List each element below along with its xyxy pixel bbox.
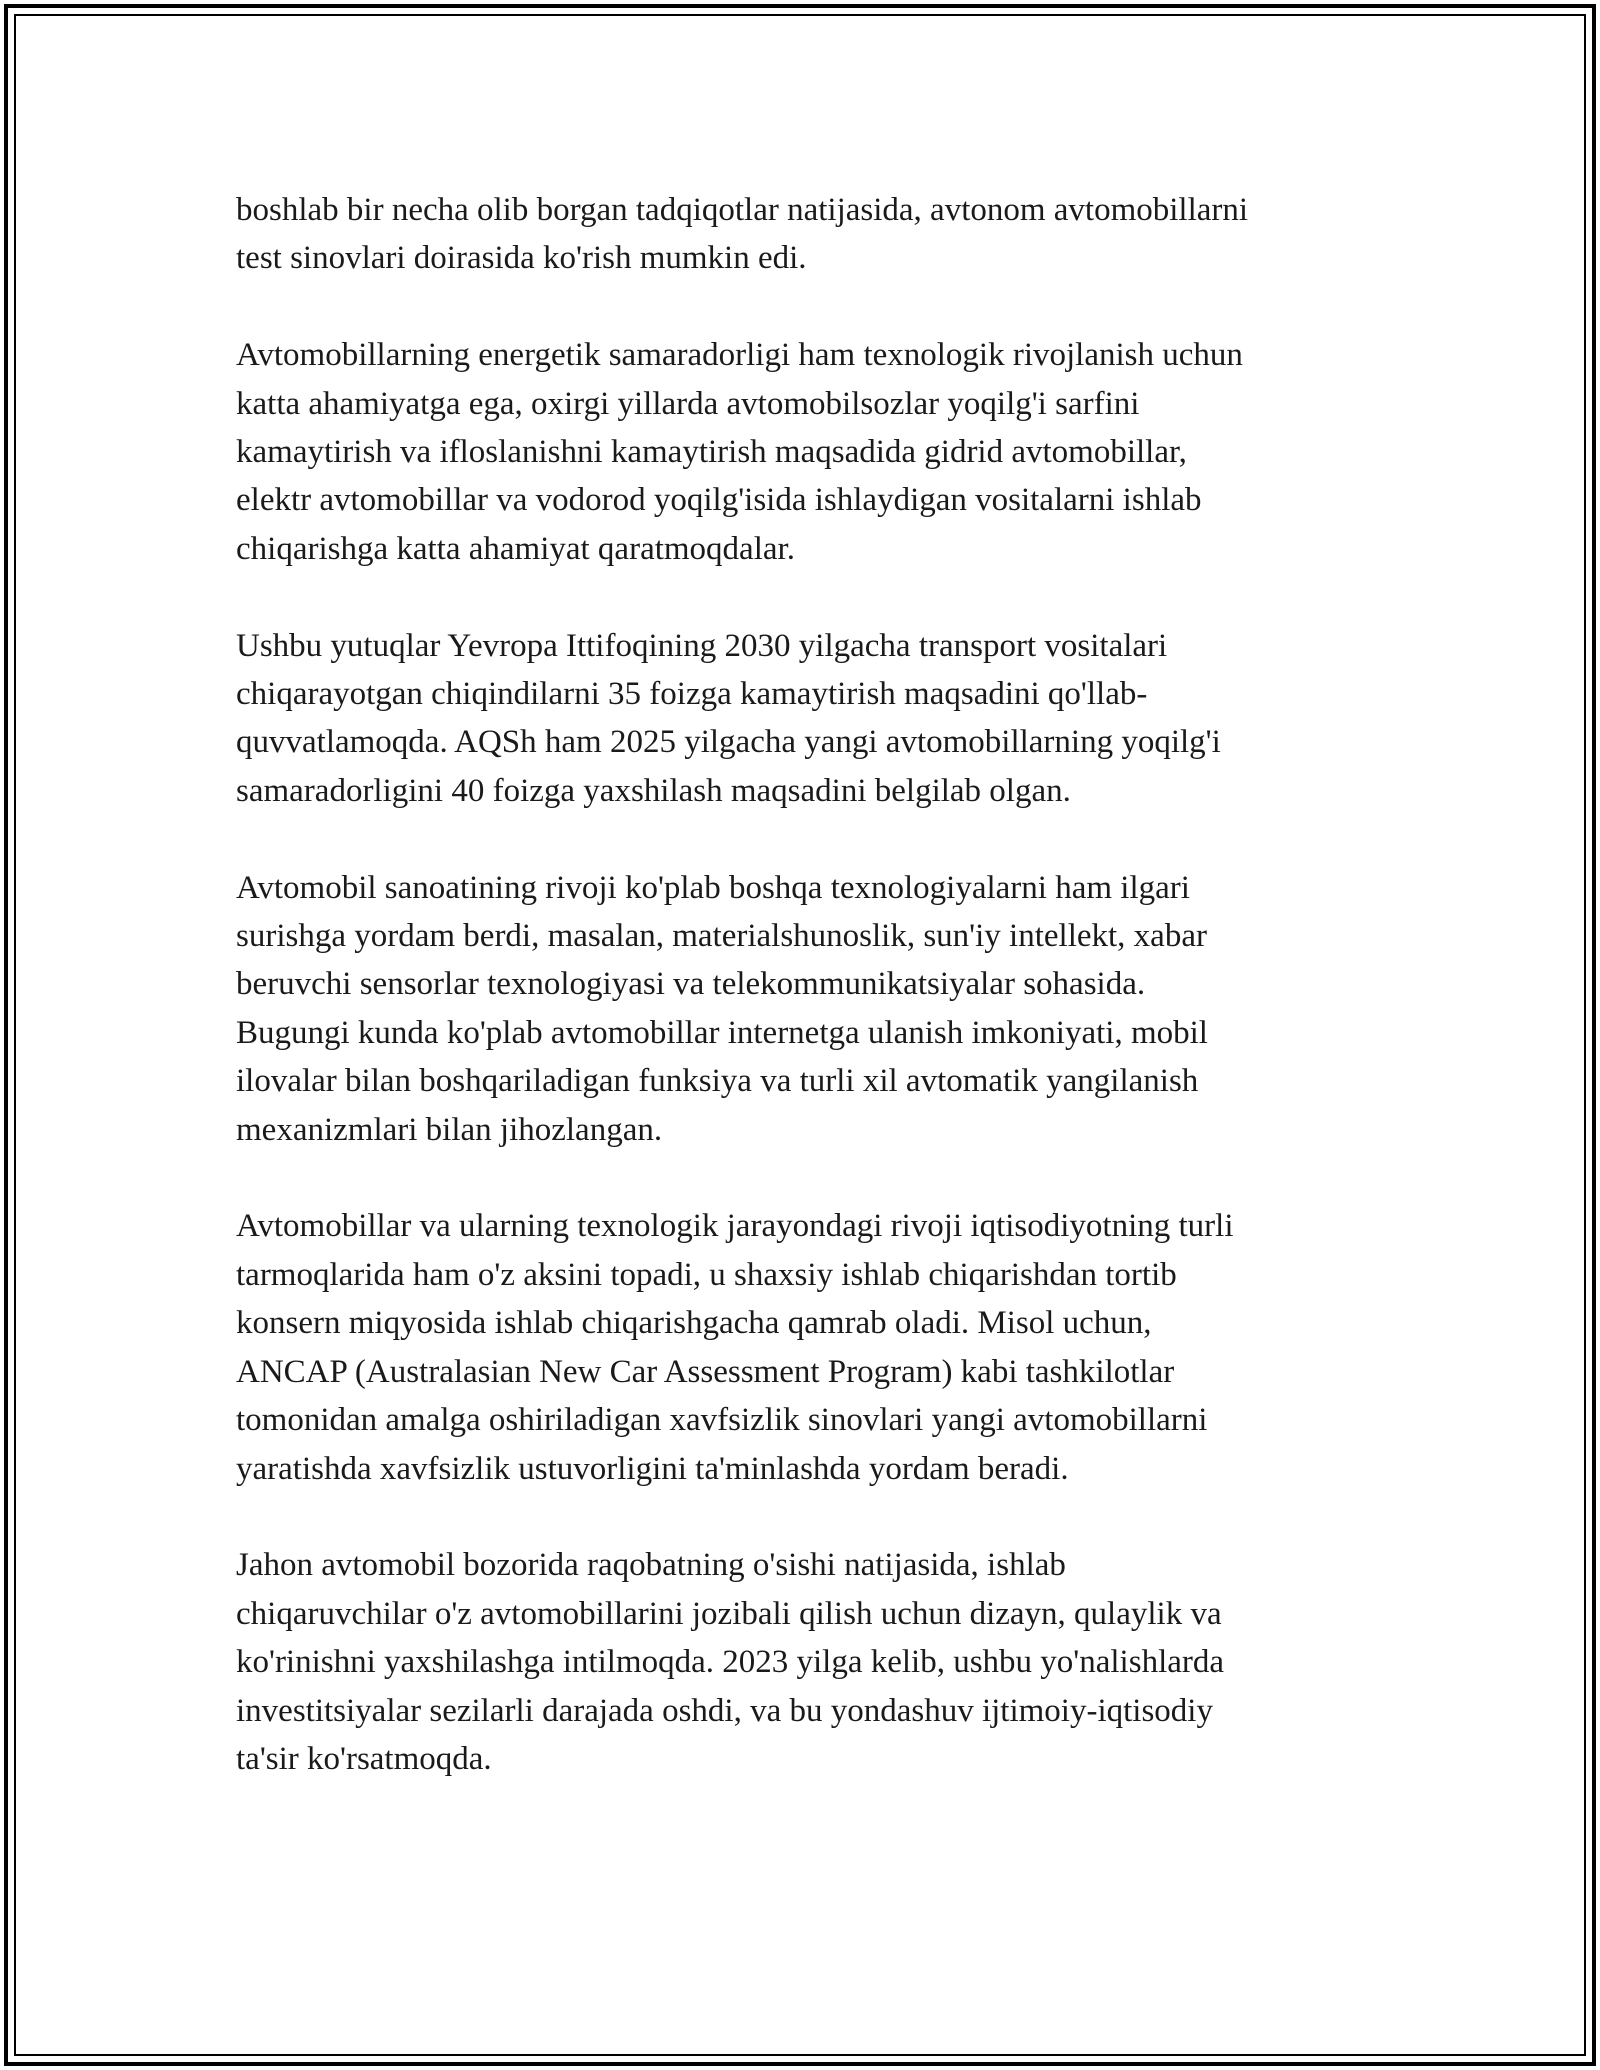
text-line: ta'sir ko'rsatmoqda. <box>236 1740 492 1777</box>
paragraph <box>236 864 1366 1154</box>
text-line: elektr avtomobillar va vodorod yoqilg'isida ishlaydigan vositalarni ishlab <box>236 482 1202 519</box>
text-line: beruvchi sensorlar texnologiyasi va telekommunikatsiyalar sohasida. <box>236 966 1146 1003</box>
text-line: Avtomobillar va ularning texnologik jarayondagi rivoji iqtisodiyotning turli <box>236 1208 1234 1245</box>
text-line: Avtomobil sanoatining rivoji ko'plab boshqa texnologiyalarni ham ilgari <box>236 869 1190 906</box>
text-line: ko'rinishni yaxshilashga intilmoqda. 2023 yilga kelib, ushbu yo'nalishlarda <box>236 1644 1225 1681</box>
paragraph <box>236 622 1366 816</box>
text-line: kamaytirish va ifloslanishni kamaytirish maqsadida gidrid avtomobillar, <box>236 434 1187 471</box>
text-line: mexanizmlari bilan jihozlangan. <box>236 1111 663 1148</box>
text-line: katta ahamiyatga ega, oxirgi yillarda avtomobilsozlar yoqilg'i sarfini <box>236 385 1140 422</box>
paragraph <box>236 331 1366 573</box>
text-line: surishga yordam berdi, masalan, materialshunoslik, sun'iy intellekt, xabar <box>236 918 1207 955</box>
paragraph <box>236 186 1366 283</box>
text-line: investitsiyalar sezilarli darajada oshdi, va bu yondashuv ijtimoiy-iqtisodiy <box>236 1692 1213 1729</box>
text-line: Jahon avtomobil bozorida raqobatning o'sishi natijasida, ishlab <box>236 1547 1066 1584</box>
document-body <box>236 186 1366 1832</box>
text-line: yaratishda xavfsizlik ustuvorligini ta'minlashda yordam beradi. <box>236 1450 1069 1487</box>
text-line: ANCAP (Australasian New Car Assessment Program) kabi tashkilotlar <box>236 1353 1175 1390</box>
text-line: quvvatlamoqda. AQSh ham 2025 yilgacha yangi avtomobillarning yoqilg'i <box>236 724 1221 761</box>
text-line: test sinovlari doirasida ko'rish mumkin edi. <box>236 240 807 277</box>
text-line: Ushbu yutuqlar Yevropa Ittifoqining 2030 yilgacha transport vositalari <box>236 627 1168 664</box>
text-line: samaradorligini 40 foizga yaxshilash maqsadini belgilab olgan. <box>236 772 1071 809</box>
text-line: ilovalar bilan boshqariladigan funksiya va turli xil avtomatik yangilanish <box>236 1063 1199 1100</box>
text-line: chiqaruvchilar o'z avtomobillarini jozibali qilish uchun dizayn, qulaylik va <box>236 1595 1222 1632</box>
paragraph <box>236 1541 1366 1783</box>
text-line: boshlab bir necha olib borgan tadqiqotlar natijasida, avtonom avtomobillarni <box>236 192 1249 228</box>
text-line: chiqarayotgan chiqindilarni 35 foizga kamaytirish maqsadini qo'llab- <box>236 676 1148 713</box>
text-line: chiqarishga katta ahamiyat qaratmoqdalar. <box>236 530 795 567</box>
text-line: tarmoqlarida ham o'z aksini topadi, u shaxsiy ishlab chiqarishdan tortib <box>236 1256 1177 1293</box>
text-line: tomonidan amalga oshiriladigan xavfsizlik sinovlari yangi avtomobillarni <box>236 1402 1208 1439</box>
paragraph <box>236 1202 1366 1492</box>
text-line: konsern miqyosida ishlab chiqarishgacha qamrab oladi. Misol uchun, <box>236 1305 1152 1342</box>
text-line: Bugungi kunda ko'plab avtomobillar internetga ulanish imkoniyati, mobil <box>236 1014 1208 1051</box>
text-line: Avtomobillarning energetik samaradorligi ham texnologik rivojlanish uchun <box>236 337 1243 374</box>
